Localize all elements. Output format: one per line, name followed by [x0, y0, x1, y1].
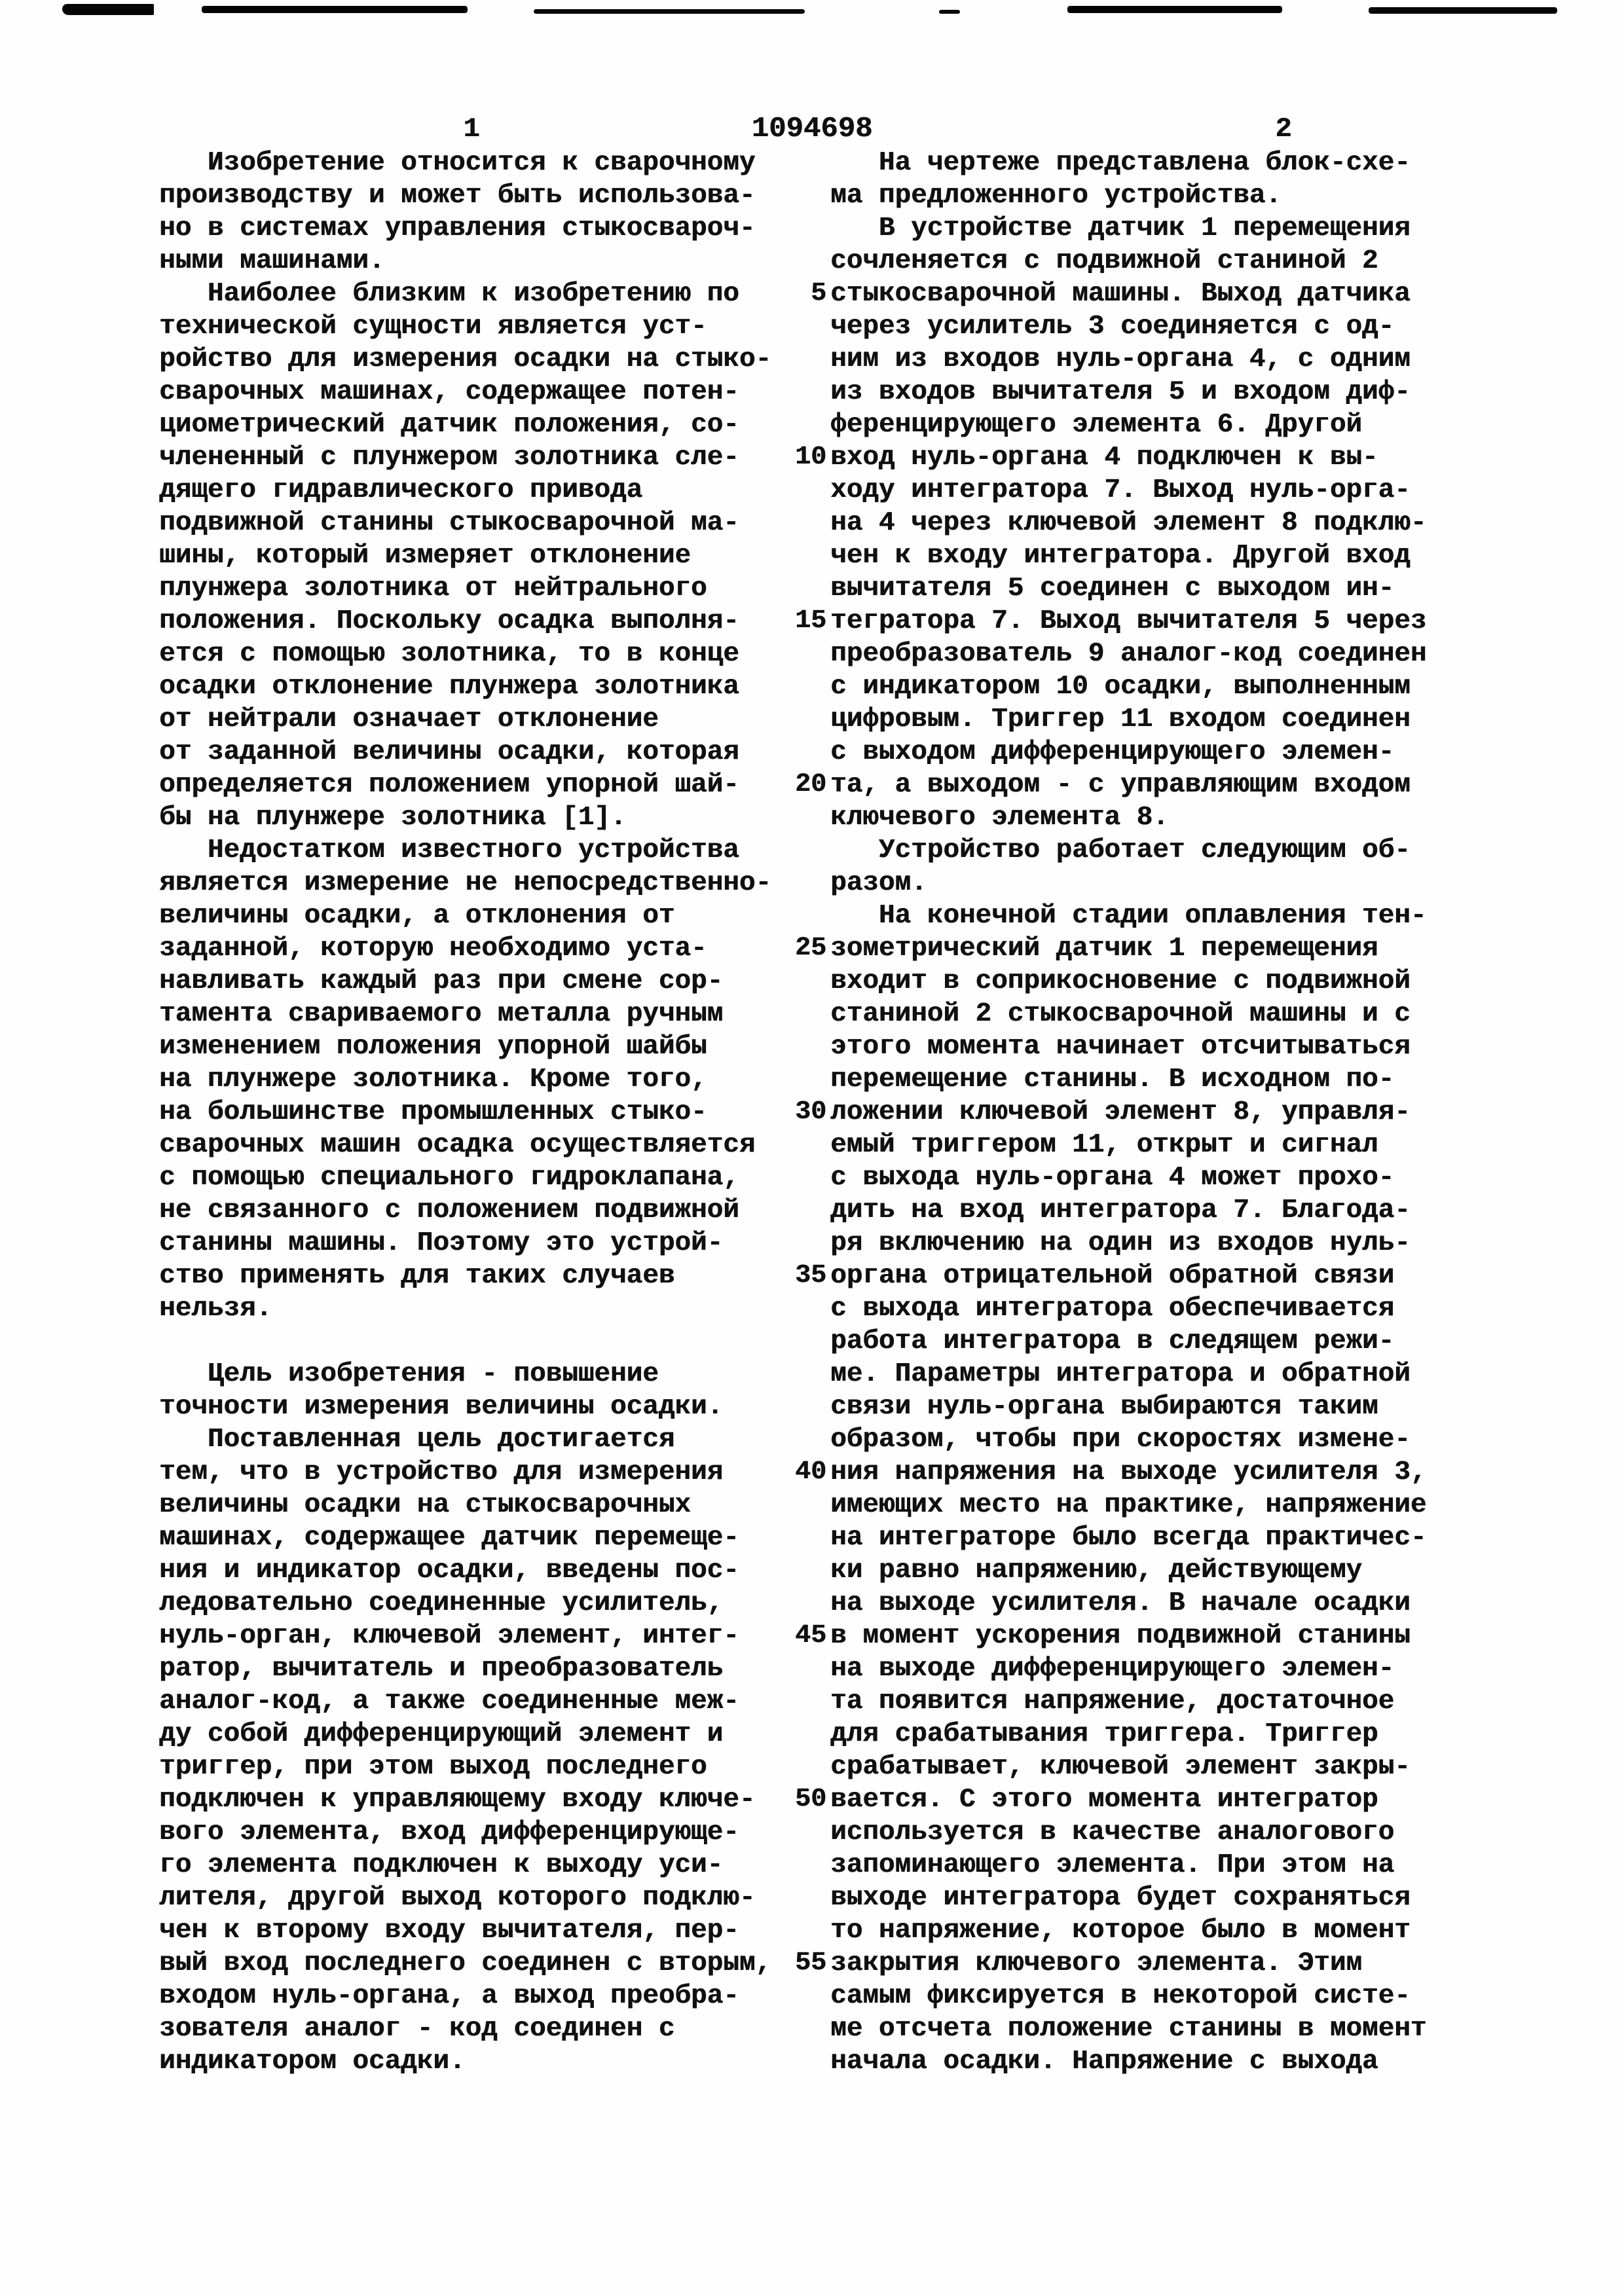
text-line: но в системах управления стыкосвароч-: [159, 213, 756, 244]
text-line: нельзя.: [159, 1294, 272, 1324]
text-line: ния напряжения на выходе усилителя 3,: [830, 1457, 1427, 1487]
text-line: плунжера золотника от нейтрального: [159, 574, 707, 604]
text-line: члененный с плунжером золотника сле-: [159, 443, 739, 473]
text-line: на плунжере золотника. Кроме того,: [159, 1065, 707, 1095]
text-line: В устройстве датчик 1 перемещения: [830, 213, 1411, 244]
text-line: навливать каждый раз при смене сор-: [159, 966, 724, 996]
gutter-line-number: 40: [794, 1457, 826, 1487]
text-line: тегратора 7. Выход вычитателя 5 через: [830, 606, 1427, 636]
scan-artifact: [62, 4, 154, 15]
scan-artifact: [534, 9, 805, 14]
text-line: аналог-код, а также соединенные меж-: [159, 1686, 739, 1717]
text-line: величины осадки на стыкосварочных: [159, 1490, 691, 1520]
text-line: определяется положением упорной шай-: [159, 770, 739, 800]
text-line: ство применять для таких случаев: [159, 1261, 675, 1291]
text-line: ложении ключевой элемент 8, управля-: [830, 1097, 1411, 1127]
text-line: станины машины. Поэтому это устрой-: [159, 1228, 724, 1258]
text-line: На чертеже представлена блок-схе-: [830, 148, 1411, 178]
text-line: стыкосварочной машины. Выход датчика: [830, 279, 1411, 309]
text-line: в момент ускорения подвижной станины: [830, 1621, 1411, 1651]
text-line: подвижной станины стыкосварочной ма-: [159, 508, 739, 538]
gutter-line-number: 50: [794, 1785, 826, 1814]
text-line: запоминающего элемента. При этом на: [830, 1850, 1395, 1880]
text-line: от нейтрали означает отклонение: [159, 704, 659, 735]
gutter-line-number: 5: [810, 279, 826, 308]
text-line: этого момента начинает отсчитываться: [830, 1032, 1411, 1062]
gutter-line-number: 25: [794, 934, 826, 963]
text-line: технической сущности является уст-: [159, 312, 707, 342]
left-column-number: 1: [463, 113, 480, 145]
text-line: закрытия ключевого элемента. Этим: [830, 1948, 1362, 1978]
text-line: органа отрицательной обратной связи: [830, 1261, 1395, 1291]
text-line: на интеграторе было всегда практичес-: [830, 1523, 1427, 1553]
text-line: то напряжение, которое было в момент: [830, 1916, 1411, 1946]
text-line: на 4 через ключевой элемент 8 подклю-: [830, 508, 1427, 538]
text-line: входом нуль-органа, а выход преобра-: [159, 1981, 739, 2011]
text-line: точности измерения величины осадки.: [159, 1392, 724, 1422]
text-line: та появится напряжение, достаточное: [830, 1686, 1395, 1717]
text-line: осадки отклонение плунжера золотника: [159, 672, 739, 702]
text-line: на выходе дифференцирующего элемен-: [830, 1654, 1395, 1684]
text-line: изменением положения упорной шайбы: [159, 1032, 707, 1062]
line-number-gutter: [753, 147, 826, 2111]
text-line: зователя аналог - код соединен с: [159, 2014, 675, 2044]
text-line: на выходе усилителя. В начале осадки: [830, 1588, 1411, 1618]
text-line: из входов вычитателя 5 и входом диф-: [830, 377, 1411, 407]
text-line: вается. С этого момента интегратор: [830, 1785, 1378, 1815]
text-line: ройство для измерения осадки на стыко-: [159, 344, 771, 374]
gutter-line-number: 20: [794, 770, 826, 799]
gutter-line-number: 35: [794, 1261, 826, 1290]
text-line: перемещение станины. В исходном по-: [830, 1065, 1395, 1095]
text-line: зометрический датчик 1 перемещения: [830, 934, 1378, 964]
text-line: го элемента подключен к выходу уси-: [159, 1850, 724, 1880]
text-line: с выхода интегратора обеспечивается: [830, 1294, 1395, 1324]
text-line: ференцирующего элемента 6. Другой: [830, 410, 1362, 440]
gutter-line-number: 30: [794, 1097, 826, 1127]
text-line: положения. Поскольку осадка выполня-: [159, 606, 739, 636]
text-line: вого элемента, вход дифференцирующе-: [159, 1817, 739, 1848]
text-line: бы на плунжере золотника [1].: [159, 803, 627, 833]
gutter-line-number: 45: [794, 1621, 826, 1650]
scan-artifact: [939, 10, 960, 14]
text-line: заданной, которую необходимо уста-: [159, 934, 707, 964]
text-line: на большинстве промышленных стыко-: [159, 1097, 707, 1127]
text-line: чен к входу интегратора. Другой вход: [830, 541, 1411, 571]
text-line: шины, который измеряет отклонение: [159, 541, 691, 571]
text-line: ными машинами.: [159, 246, 385, 276]
text-line: величины осадки, а отклонения от: [159, 901, 675, 931]
text-line: не связанного с положением подвижной: [159, 1195, 739, 1226]
text-line: дить на вход интегратора 7. Благода-: [830, 1195, 1411, 1226]
text-line: ледовательно соединенные усилитель,: [159, 1588, 724, 1618]
text-line: ния и индикатор осадки, введены пос-: [159, 1556, 739, 1586]
text-line: триггер, при этом выход последнего: [159, 1752, 707, 1782]
text-line: ря включению на один из входов нуль-: [830, 1228, 1411, 1258]
text-line: образом, чтобы при скоростях измене-: [830, 1425, 1411, 1455]
text-line: срабатывает, ключевой элемент закры-: [830, 1752, 1411, 1782]
text-column-left: [159, 147, 821, 2078]
text-line: является измерение не непосредственно-: [159, 868, 771, 898]
text-line: ходу интегратора 7. Выход нуль-орга-: [830, 475, 1411, 505]
text-line: преобразователь 9 аналог-код соединен: [830, 639, 1427, 669]
text-line: сварочных машинах, содержащее потен-: [159, 377, 739, 407]
text-line: Поставленная цель достигается: [159, 1425, 675, 1455]
text-line: ратор, вычитатель и преобразователь: [159, 1654, 724, 1684]
text-line: [159, 1325, 821, 1358]
gutter-line-number: 55: [794, 1948, 826, 1978]
text-column-right: [830, 147, 1485, 2078]
right-column-number: 2: [1275, 113, 1292, 145]
text-line: ним из входов нуль-органа 4, с одним: [830, 344, 1411, 374]
text-line: емый триггером 11, открыт и сигнал: [830, 1130, 1378, 1160]
text-line: разом.: [830, 868, 927, 898]
text-line: машинах, содержащее датчик перемеще-: [159, 1523, 739, 1553]
text-line: работа интегратора в следящем режи-: [830, 1326, 1395, 1357]
text-line: нуль-орган, ключевой элемент, интег-: [159, 1621, 739, 1651]
text-line: производству и может быть использова-: [159, 181, 756, 211]
text-line: имеющих место на практике, напряжение: [830, 1490, 1427, 1520]
text-line: связи нуль-органа выбираются таким: [830, 1392, 1378, 1422]
text-line: от заданной величины осадки, которая: [159, 737, 739, 767]
text-line: чен к второму входу вычитателя, пер-: [159, 1916, 739, 1946]
scan-artifact: [1369, 7, 1557, 14]
text-line: Наиболее близким к изобретению по: [159, 279, 739, 309]
text-line: выходе интегратора будет сохраняться: [830, 1883, 1411, 1913]
text-line: ключевого элемента 8.: [830, 803, 1169, 833]
text-line: подключен к управляющему входу ключе-: [159, 1785, 756, 1815]
text-line: входит в соприкосновение с подвижной: [830, 966, 1411, 996]
text-line: вход нуль-органа 4 подключен к вы-: [830, 443, 1378, 473]
text-line: Цель изобретения - повышение: [159, 1359, 659, 1389]
text-line: ется с помощью золотника, то в конце: [159, 639, 739, 669]
text-line: с выходом дифференцирующего элемен-: [830, 737, 1395, 767]
page-header: [0, 113, 1624, 149]
text-line: вый вход последнего соединен с вторым,: [159, 1948, 771, 1978]
gutter-line-number: 15: [794, 606, 826, 636]
gutter-line-number: 10: [794, 443, 826, 472]
text-line: лителя, другой выход которого подклю-: [159, 1883, 756, 1913]
text-line: используется в качестве аналогового: [830, 1817, 1395, 1848]
text-line: На конечной стадии оплавления тен-: [830, 901, 1427, 931]
text-line: с индикатором 10 осадки, выполненным: [830, 672, 1411, 702]
text-line: Недостатком известного устройства: [159, 835, 739, 866]
text-line: ки равно напряжению, действующему: [830, 1556, 1362, 1586]
text-line: Устройство работает следующим об-: [830, 835, 1411, 866]
text-line: для срабатывания триггера. Триггер: [830, 1719, 1378, 1749]
text-line: индикатором осадки.: [159, 2047, 466, 2077]
text-line: Изобретение относится к сварочному: [159, 148, 756, 178]
text-line: сочленяется с подвижной станиной 2: [830, 246, 1378, 276]
text-line: ме. Параметры интегратора и обратной: [830, 1359, 1411, 1389]
text-line: с выхода нуль-органа 4 может прохо-: [830, 1163, 1395, 1193]
scan-artifact: [202, 6, 468, 13]
text-line: тамента свариваемого металла ручным: [159, 999, 724, 1029]
text-line: ма предложенного устройства.: [830, 181, 1282, 211]
text-line: с помощью специального гидроклапана,: [159, 1163, 739, 1193]
text-line: начала осадки. Напряжение с выхода: [830, 2047, 1378, 2077]
text-line: вычитателя 5 соединен с выходом ин-: [830, 574, 1395, 604]
text-line: ме отсчета положение станины в момент: [830, 2014, 1427, 2044]
text-line: самым фиксируется в некоторой систе-: [830, 1981, 1411, 2011]
text-line: тем, что в устройство для измерения: [159, 1457, 724, 1487]
text-line: цифровым. Триггер 11 входом соединен: [830, 704, 1411, 735]
text-line: дящего гидравлического привода: [159, 475, 643, 505]
text-line: сварочных машин осадка осуществляется: [159, 1130, 756, 1160]
text-line: циометрический датчик положения, со-: [159, 410, 739, 440]
text-line: та, а выходом - с управляющим входом: [830, 770, 1411, 800]
text-line: станиной 2 стыкосварочной машины и с: [830, 999, 1411, 1029]
scan-artifact: [1067, 6, 1282, 13]
patent-number: 1094698: [751, 113, 873, 145]
text-line: ду собой дифференцирующий элемент и: [159, 1719, 724, 1749]
text-line: через усилитель 3 соединяется с од-: [830, 312, 1395, 342]
